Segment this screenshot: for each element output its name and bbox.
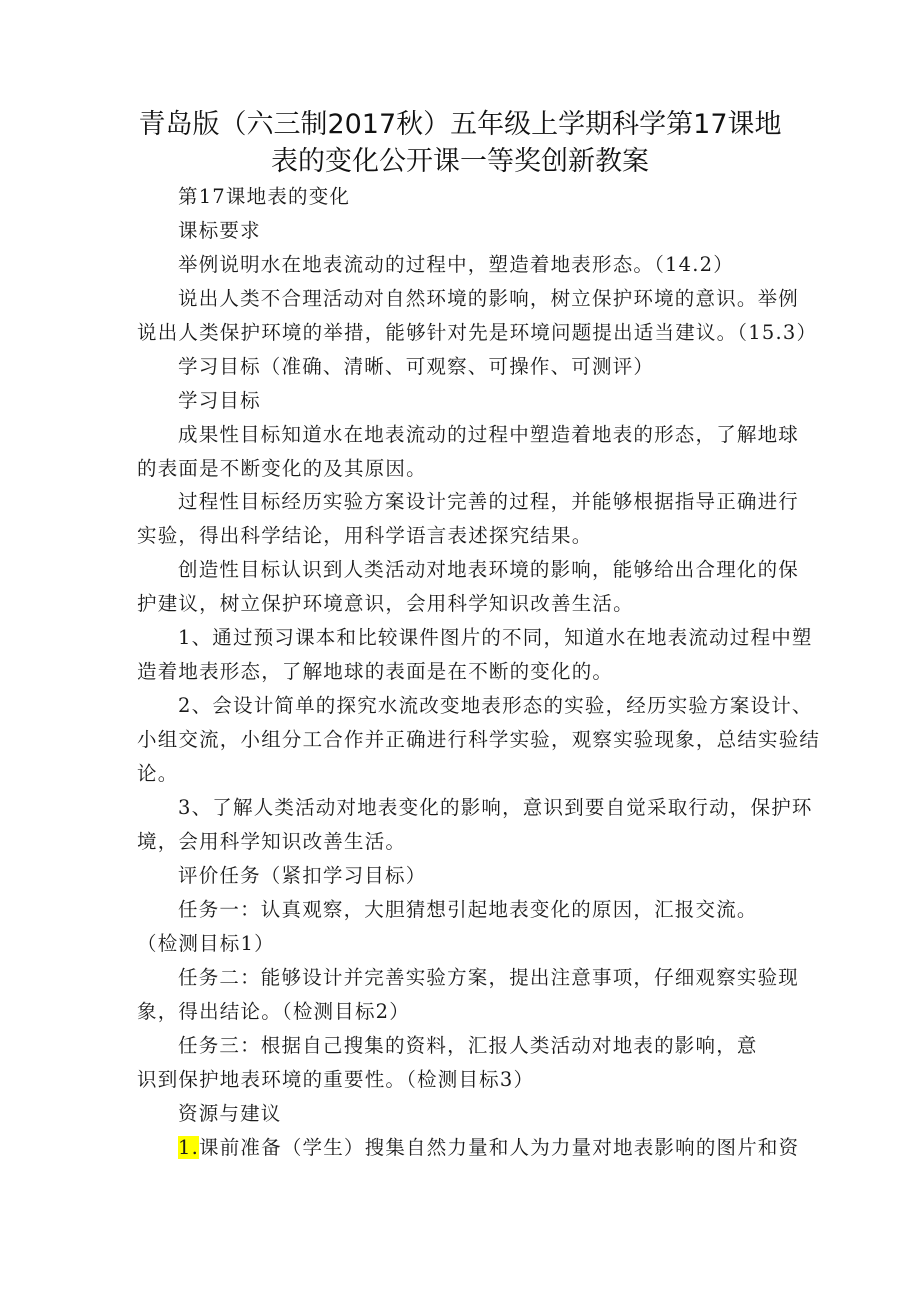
section-heading-objectives-2: 学习目标 xyxy=(178,389,261,412)
list-item-line: 2、会设计简单的探究水流改变地表形态的实验，经历实验方案设计、 xyxy=(178,694,813,717)
paragraph-line: 识到保护地表环境的重要性。（检测目标3） xyxy=(137,1068,535,1091)
paragraph-line: 任务三：根据自己搜集的资料，汇报人类活动对地表的影响，意 xyxy=(178,1034,758,1057)
list-item-line: 论。 xyxy=(137,762,179,785)
paragraph-line: 成果性目标知道水在地表流动的过程中塑造着地表的形态，了解地球 xyxy=(178,423,800,446)
paragraph-line: 护建议，树立保护环境意识，会用科学知识改善生活。 xyxy=(137,592,634,615)
paragraph-line: （检测目标1） xyxy=(137,932,275,955)
list-item-line: 1、通过预习课本和比较课件图片的不同，知道水在地表流动过程中塑 xyxy=(178,626,813,649)
paragraph-line: 创造性目标认识到人类活动对地表环境的影响，能够给出合理化的保 xyxy=(178,558,800,581)
paragraph-line: 象，得出结论。（检测目标2） xyxy=(137,1000,410,1023)
title-line-2: 表的变化公开课一等奖创新教案 xyxy=(271,146,649,177)
title-line-1: 青岛版（六三制2017秋）五年级上学期科学第17课地 xyxy=(138,109,782,140)
list-item-line: 造着地表形态，了解地球的表面是在不断的变化的。 xyxy=(137,660,614,683)
section-heading-curriculum: 课标要求 xyxy=(178,219,261,242)
list-item-line: 小组交流，小组分工合作并正确进行科学实验，观察实验现象，总结实验结 xyxy=(137,728,821,751)
paragraph-line: 任务二：能够设计并完善实验方案，提出注意事项，仔细观察实验现 xyxy=(178,966,800,989)
paragraph-line: 说出人类保护环境的举措，能够针对先是环境问题提出适当建议。（15.3） xyxy=(137,321,818,344)
paragraph-line: 举例说明水在地表流动的过程中，塑造着地表形态。（14.2） xyxy=(178,253,734,276)
paragraph-line: 过程性目标经历实验方案设计完善的过程，并能够根据指导正确进行 xyxy=(178,490,800,513)
list-item-line xyxy=(178,1136,799,1160)
lesson-heading: 第17课地表的变化 xyxy=(178,185,351,208)
list-number-highlighted: 1. xyxy=(178,1136,200,1159)
section-heading-objectives: 学习目标（准确、清晰、可观察、可操作、可测评） xyxy=(178,355,655,378)
section-heading-evaluation: 评价任务（紧扣学习目标） xyxy=(178,864,427,887)
list-item-line: 境，会用科学知识改善生活。 xyxy=(137,830,407,853)
paragraph-line: 实验，得出科学结论，用科学语言表述探究结果。 xyxy=(137,524,593,547)
list-item-text: 课前准备（学生）搜集自然力量和人为力量对地表影响的图片和资 xyxy=(199,1136,800,1159)
paragraph-line: 任务一：认真观察，大胆猜想引起地表变化的原因，汇报交流。 xyxy=(178,898,758,921)
section-heading-resources: 资源与建议 xyxy=(178,1102,282,1125)
paragraph-line: 的表面是不断变化的及其原因。 xyxy=(137,457,427,480)
paragraph-line: 说出人类不合理活动对自然环境的影响，树立保护环境的意识。举例 xyxy=(178,287,800,310)
document-title xyxy=(137,106,783,180)
list-item-line: 3、了解人类活动对地表变化的影响，意识到要自觉采取行动，保护环 xyxy=(178,796,813,819)
